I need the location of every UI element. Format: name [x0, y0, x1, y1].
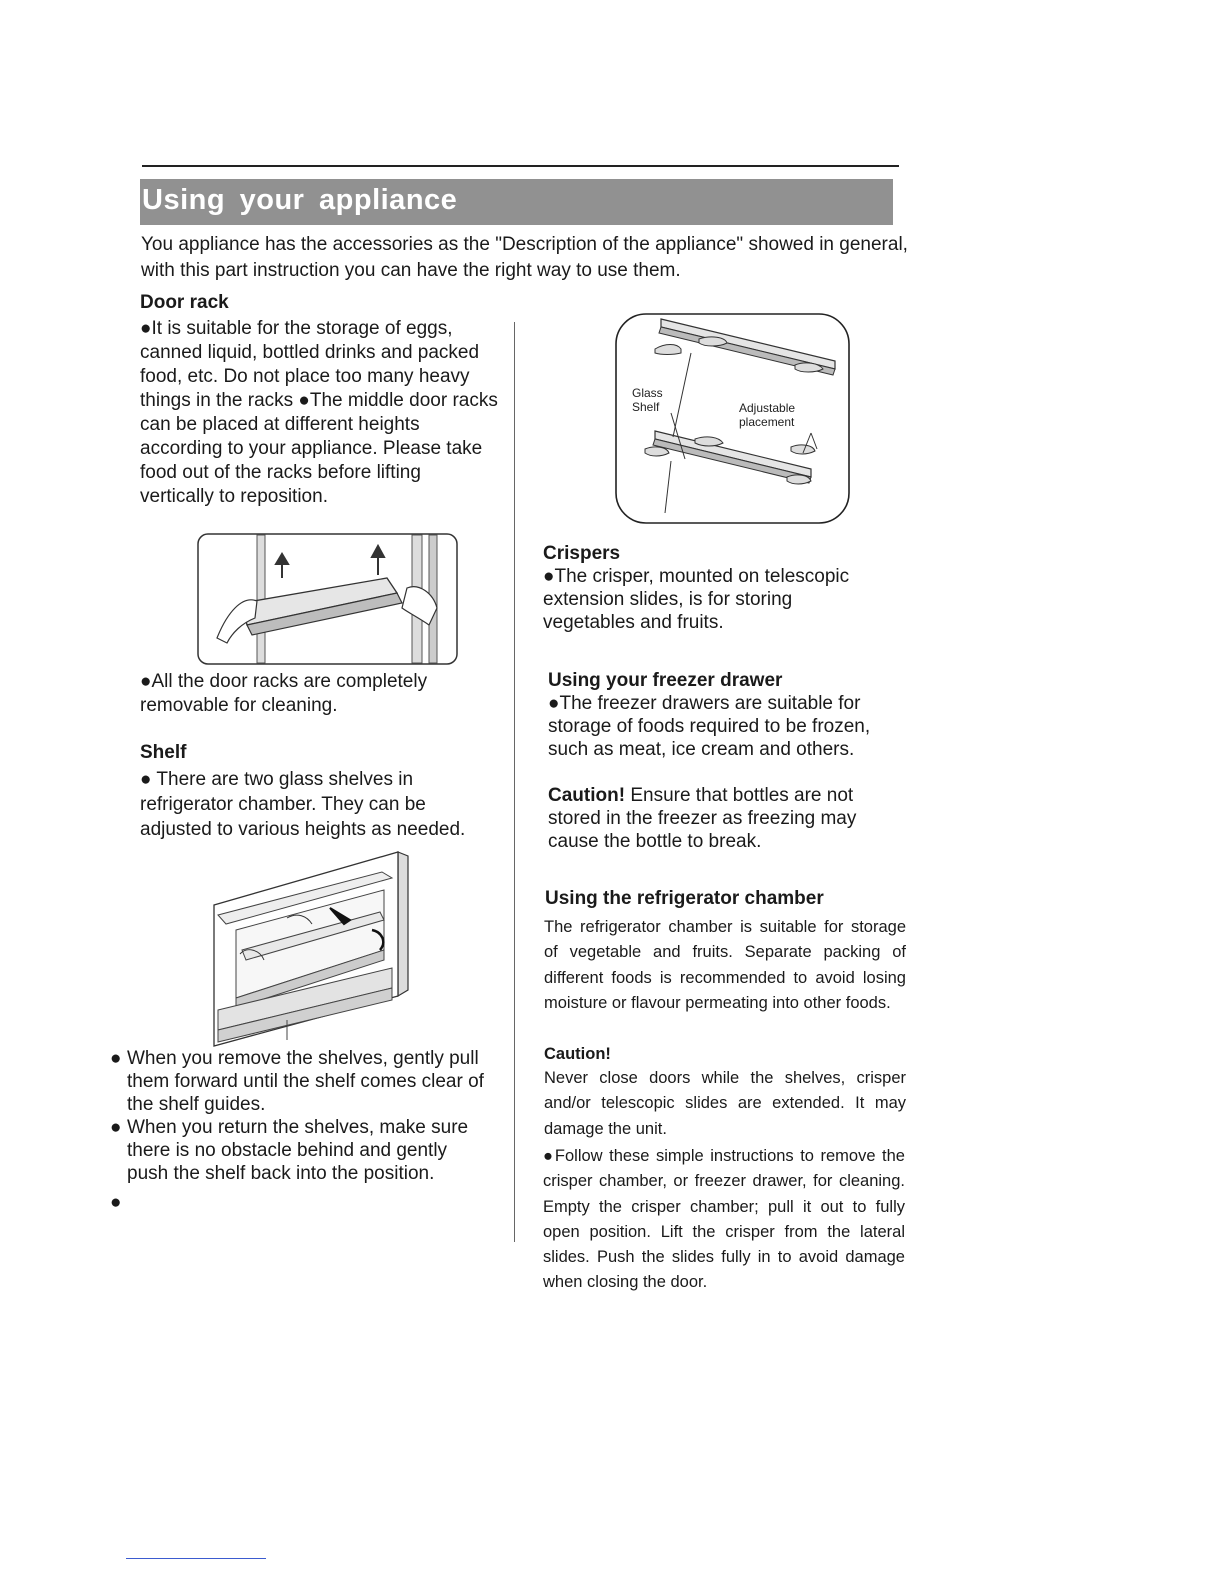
fridge-chamber-caution-label: Caution! — [544, 1045, 611, 1063]
top-rule — [142, 165, 899, 167]
shelf-bullet-list — [110, 1047, 490, 1213]
section-title-bar — [140, 179, 893, 225]
page-title: Using your appliance — [142, 184, 458, 216]
fridge-chamber-caution-text: Never close doors while the shelves, crisper and/or telescopic slides are extended. It may damage the unit. — [544, 1069, 906, 1138]
door-rack-removable-text: ●All the door racks are completely removable for cleaning. — [140, 671, 428, 716]
shelf-bullet-remove-text: When you remove the shelves, gently pull them forward until the shelf comes clear of the shelf guides. — [127, 1048, 484, 1115]
bullet-dot: ● — [110, 1048, 122, 1069]
crispers-text: ●The crisper, mounted on telescopic extension slides, is for storing vegetables and fruits. — [543, 566, 850, 633]
bullet-dot: ● — [110, 1192, 122, 1213]
glass-label-line1: Glass — [632, 386, 663, 400]
freezer-caution-label: Caution! — [548, 785, 626, 806]
shelf-heading: Shelf — [140, 742, 187, 763]
shelf-bullet-return-text: When you return the shelves, make sure there is no obstacle behind and gently push the shelf back into the position. — [127, 1117, 469, 1184]
door-rack-illustration — [197, 533, 458, 665]
crispers-heading: Crispers — [543, 543, 621, 564]
column-divider — [514, 322, 515, 1242]
door-rack-text: ●It is suitable for the storage of eggs, canned liquid, bottled drinks and packed food, etc. Do not place too many heavy things in the racks ●The middle door racks can be placed at different heights according to your appliance. Please take food out of the racks before lifting vertically to reposition. — [140, 318, 498, 507]
shelf-bullet-return — [110, 1116, 490, 1185]
adjustable-label-line1: Adjustable — [739, 401, 796, 415]
shelf-bullet-remove — [110, 1047, 490, 1116]
cleaning-instructions: ●Follow these simple instructions to remove the crisper chamber, or freezer drawer, for cleaning. Empty the crisper chamber; pull it out to fully open position. Lift the crisper from the lateral slides. Push the slides fully in to avoid damage when closing the door. — [543, 1147, 905, 1292]
fridge-chamber-text: The refrigerator chamber is suitable for storage of vegetable and fruits. Separate packing of different foods is recommended to avoid losing moisture or flavour permeating into other foods. — [544, 918, 906, 1012]
adjustable-label-line2: placement — [739, 415, 795, 429]
door-rack-heading: Door rack — [140, 292, 229, 313]
bullet-dot: ● — [110, 1117, 122, 1138]
bottom-link-underline — [126, 1558, 266, 1559]
shelf-removal-illustration — [212, 850, 410, 1048]
freezer-heading: Using your freezer drawer — [548, 670, 783, 691]
glass-label-line2: Shelf — [632, 400, 660, 414]
fridge-chamber-heading: Using the refrigerator chamber — [545, 888, 824, 909]
freezer-caution — [548, 784, 888, 853]
freezer-text: ●The freezer drawers are suitable for storage of foods required to be frozen, such as meat, ice cream and others. — [548, 693, 871, 760]
freezer-caution-text: Ensure that bottles are not stored in the freezer as freezing may cause the bottle to break. — [548, 785, 857, 852]
intro-paragraph: You appliance has the accessories as the "Description of the appliance" showed in general, with this part instruction you can have the right way to use them. — [141, 234, 908, 281]
glass-shelf-diagram — [615, 313, 851, 525]
shelf-text: ● There are two glass shelves in refrigerator chamber. They can be adjusted to various heights as needed. — [140, 769, 466, 840]
